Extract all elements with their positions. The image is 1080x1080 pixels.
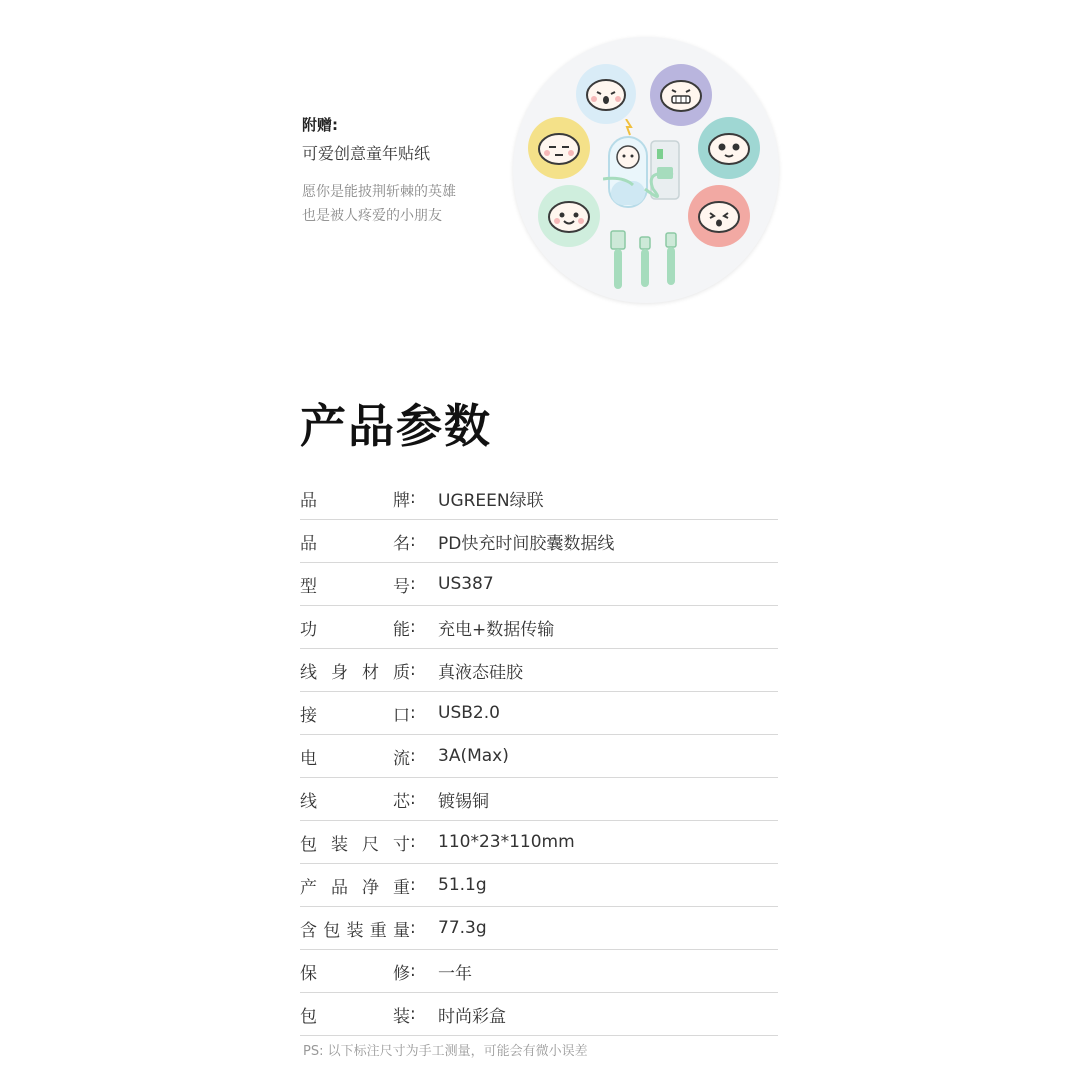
spec-row <box>300 864 778 907</box>
spec-colon: : <box>410 660 416 680</box>
section-title: 产品参数 <box>300 399 492 453</box>
cable-illustration <box>603 119 693 294</box>
spec-value: UGREEN绿联 <box>438 490 544 511</box>
spec-value: USB2.0 <box>438 703 500 723</box>
spec-colon: : <box>410 531 416 551</box>
gift-desc-line-1: 愿你是能披荆斩棘的英雄 <box>302 184 456 200</box>
sticker-face-yellow <box>528 117 590 179</box>
sticker-face-teal <box>698 117 760 179</box>
sticker-face-pink <box>688 185 750 247</box>
measurement-footnote: PS: 以下标注尺寸为手工测量，可能会有微小误差 <box>303 1044 588 1059</box>
spec-label: 接 口 <box>300 705 410 726</box>
spec-row <box>300 692 778 735</box>
spec-value: 一年 <box>438 963 472 984</box>
spec-colon: : <box>410 832 416 852</box>
spec-row <box>300 735 778 778</box>
spec-row <box>300 649 778 692</box>
spec-label: 包 装 <box>300 1006 410 1027</box>
gift-title: 附赠: <box>302 116 338 134</box>
spec-value: US387 <box>438 574 494 594</box>
spec-value: PD快充时间胶囊数据线 <box>438 533 615 554</box>
spec-value: 51.1g <box>438 875 487 895</box>
spec-row <box>300 950 778 993</box>
spec-row <box>300 606 778 649</box>
sticker-face-mint <box>538 185 600 247</box>
gift-item-name: 可爱创意童年贴纸 <box>302 144 431 163</box>
spec-row <box>300 520 778 563</box>
spec-value: 时尚彩盒 <box>438 1006 506 1027</box>
spec-value: 充电+数据传输 <box>438 619 555 640</box>
gift-description <box>302 180 522 228</box>
spec-label: 品 名 <box>300 533 410 554</box>
spec-label: 含 包 装 重 量 <box>300 920 410 941</box>
spec-label: 品 牌 <box>300 490 410 511</box>
spec-value: 真液态硅胶 <box>438 662 523 683</box>
sticker-sheet-image <box>513 37 779 303</box>
spec-value: 3A(Max) <box>438 746 509 766</box>
spec-label: 功 能 <box>300 619 410 640</box>
spec-value: 110*23*110mm <box>438 832 575 852</box>
spec-colon: : <box>410 703 416 723</box>
spec-label: 线 身 材 质 <box>300 662 410 683</box>
spec-table <box>300 477 778 1036</box>
spec-colon: : <box>410 918 416 938</box>
spec-row <box>300 993 778 1036</box>
spec-label: 型 号 <box>300 576 410 597</box>
sticker-face-light-blue <box>576 64 636 124</box>
spec-value: 镀锡铜 <box>438 791 489 812</box>
gift-desc-line-2: 也是被人疼爱的小朋友 <box>302 208 442 224</box>
spec-row <box>300 907 778 950</box>
spec-row <box>300 778 778 821</box>
spec-label: 线 芯 <box>300 791 410 812</box>
gift-info <box>302 114 522 228</box>
spec-colon: : <box>410 875 416 895</box>
spec-row <box>300 821 778 864</box>
spec-label: 电 流 <box>300 748 410 769</box>
spec-colon: : <box>410 488 416 508</box>
spec-label: 产 品 净 重 <box>300 877 410 898</box>
spec-row <box>300 477 778 520</box>
spec-colon: : <box>410 574 416 594</box>
spec-row <box>300 563 778 606</box>
spec-colon: : <box>410 1004 416 1024</box>
spec-colon: : <box>410 617 416 637</box>
spec-value: 77.3g <box>438 918 487 938</box>
spec-colon: : <box>410 746 416 766</box>
spec-colon: : <box>410 961 416 981</box>
spec-label: 保 修 <box>300 963 410 984</box>
spec-colon: : <box>410 789 416 809</box>
spec-label: 包 装 尺 寸 <box>300 834 410 855</box>
